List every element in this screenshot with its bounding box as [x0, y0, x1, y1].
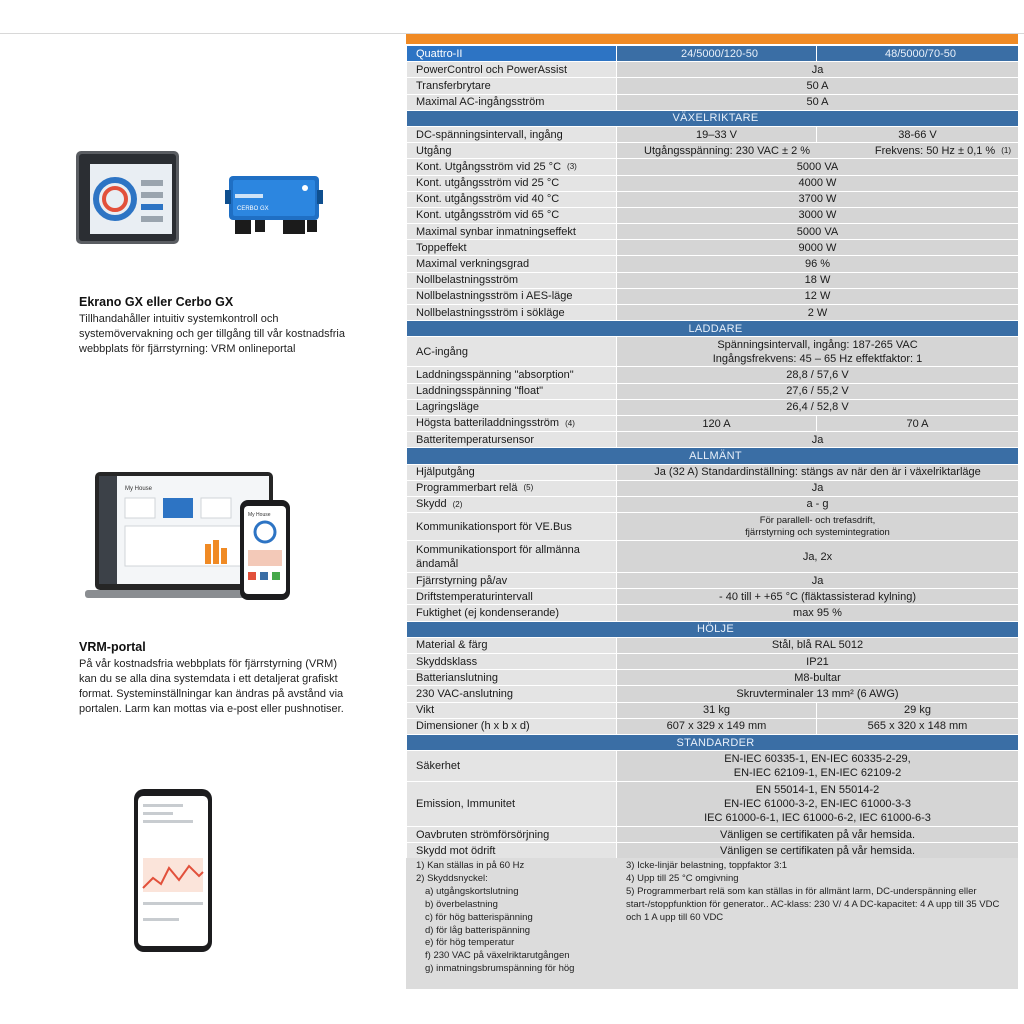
gx-title: Ekrano GX eller Cerbo GX	[79, 295, 234, 309]
row-value: 26,4 / 52,8 V	[617, 399, 1019, 415]
table-row	[407, 670, 1019, 686]
row-value	[617, 782, 1019, 827]
row-value-col2: 29 kg	[817, 702, 1019, 718]
vrm-laptop-phone-image	[85, 470, 295, 605]
row-value: 96 %	[617, 256, 1019, 272]
footnote-ref: (2)	[452, 499, 463, 509]
ekrano-gx-image	[75, 150, 180, 245]
output-frequency: Frekvens: 50 Hz ± 0,1 % (1)	[874, 144, 1011, 157]
row-value: Ja	[617, 480, 1019, 496]
row-value: Ja	[617, 573, 1019, 589]
row-value	[617, 751, 1019, 782]
emission-line2: EN-IEC 61000-3-2, EN-IEC 61000-3-3	[723, 798, 912, 811]
row-label: Nollbelastningsström	[407, 272, 617, 288]
table-row	[407, 513, 1019, 541]
table-row	[407, 637, 1019, 653]
row-label: AC-ingång	[407, 337, 617, 367]
row-label: Driftstemperaturintervall	[407, 589, 617, 605]
svg-text:My House: My House	[248, 512, 271, 518]
vrm-text: På vår kostnadsfria webbplats för fjärrstyrning (VRM) kan du se alla dina systemdata i ett detaljerat grafiskt format. Systeminställningar kan ändras på avstånd via portalen. Larm kan mottas via e-post eller pushnotiser.	[79, 658, 344, 715]
row-value: 50 A	[617, 94, 1019, 110]
table-row	[407, 654, 1019, 670]
table-row	[407, 78, 1019, 94]
row-label: Maximal synbar inmatningseffekt	[407, 224, 617, 240]
table-row	[407, 126, 1019, 142]
row-label: Högsta batteriladdningsström (4)	[407, 415, 617, 431]
footnote-ref: (3)	[567, 161, 577, 171]
row-label: Nollbelastningsström i AES-läge	[407, 288, 617, 304]
row-label: Transferbrytare	[407, 78, 617, 94]
ac-in-line2: Ingångsfrekvens: 45 – 65 Hz effektfaktor: 1	[712, 352, 923, 365]
gx-description	[79, 295, 349, 357]
table-header-row	[407, 46, 1019, 62]
row-label: Vikt	[407, 702, 617, 718]
row-value-col1: 31 kg	[617, 702, 817, 718]
row-value: Ja	[617, 62, 1019, 78]
row-label: Oavbruten strömförsörjning	[407, 827, 617, 843]
row-label: Material & färg	[407, 637, 617, 653]
footnote-item: 3) Icke-linjär belastning, toppfaktor 3:1	[626, 860, 788, 871]
table-row	[407, 605, 1019, 621]
table-row	[407, 843, 1019, 859]
table-row	[407, 432, 1019, 448]
vrm-title: VRM-portal	[79, 640, 146, 654]
table-row	[407, 207, 1019, 223]
ac-in-line1: Spänningsintervall, ingång: 187-265 VAC	[717, 338, 918, 351]
footnote-item: d) för låg batterispänning	[425, 924, 531, 936]
table-row	[407, 62, 1019, 78]
table-row	[407, 399, 1019, 415]
row-value: 5000 VA	[617, 159, 1019, 175]
table-row	[407, 686, 1019, 702]
cerbo-gx-image	[225, 170, 323, 238]
row-value-col2: 70 A	[817, 415, 1019, 431]
row-label: DC-spänningsintervall, ingång	[407, 126, 617, 142]
footnote-ref: (4)	[565, 418, 575, 428]
row-label: PowerControl och PowerAssist	[407, 62, 617, 78]
footnote-item: 4) Upp till 25 °C omgivning	[626, 872, 739, 884]
row-value: Vänligen se certifikaten på vår hemsida.	[617, 827, 1019, 843]
table-row	[407, 224, 1019, 240]
row-value: Vänligen se certifikaten på vår hemsida.	[617, 843, 1019, 859]
footnote-item: g) inmatningsbrumspänning för hög	[425, 963, 575, 975]
svg-text:My House: My House	[125, 486, 153, 492]
table-row	[407, 718, 1019, 734]
footnote-item: a) utgångskortslutning	[425, 885, 519, 897]
row-value-col2: 565 x 320 x 148 mm	[817, 718, 1019, 734]
row-value: 27,6 / 55,2 V	[617, 383, 1019, 399]
svg-text:CERBO GX: CERBO GX	[237, 206, 269, 212]
vebus-line2: fjärrstyrning och systemintegration	[745, 526, 890, 538]
row-label: Programmerbart relä (5)	[407, 480, 617, 496]
row-label: Batterianslutning	[407, 670, 617, 686]
table-row	[407, 589, 1019, 605]
table-row	[407, 541, 1019, 573]
footnote-item: f) 230 VAC på växelriktarutgången	[425, 950, 570, 962]
row-label: Kont. utgångsström vid 65 °C	[407, 207, 617, 223]
table-row	[407, 573, 1019, 589]
row-value: 4000 W	[617, 175, 1019, 191]
row-value: 9000 W	[617, 240, 1019, 256]
row-value: 3000 W	[617, 207, 1019, 223]
model-col2: 48/5000/70-50	[817, 46, 1019, 62]
row-label: Utgång	[407, 143, 617, 159]
row-label: Dimensioner (h x b x d)	[407, 718, 617, 734]
table-row	[407, 256, 1019, 272]
footnote-ref: (1)	[1001, 145, 1011, 155]
footnotes-col1	[416, 860, 616, 976]
row-value: Skruvterminaler 13 mm² (6 AWG)	[617, 686, 1019, 702]
row-label: Kont. utgångsström vid 40 °C	[407, 191, 617, 207]
table-row	[407, 496, 1019, 512]
row-value: Stål, blå RAL 5012	[617, 637, 1019, 653]
table-row	[407, 94, 1019, 110]
table-row	[407, 175, 1019, 191]
table-row	[407, 827, 1019, 843]
row-label: Skydd mot ödrift	[407, 843, 617, 859]
row-label: Hjälputgång	[407, 464, 617, 480]
row-label: Batteritemperatursensor	[407, 432, 617, 448]
table-row	[407, 702, 1019, 718]
table-row	[407, 480, 1019, 496]
row-label: Emission, Immunitet	[407, 782, 617, 827]
row-value	[617, 337, 1019, 367]
row-value: 28,8 / 57,6 V	[617, 367, 1019, 383]
row-value: a - g	[617, 496, 1019, 512]
row-label: Kommunikationsport för allmänna ändamål	[407, 541, 617, 573]
row-label: 230 VAC-anslutning	[407, 686, 617, 702]
row-label: Maximal AC-ingångsström	[407, 94, 617, 110]
row-value: M8-bultar	[617, 670, 1019, 686]
footnote-item: 1) Kan ställas in på 60 Hz	[416, 860, 525, 871]
row-value: 50 A	[617, 78, 1019, 94]
row-label: Kont. Utgångsström vid 25 °C (3)	[407, 159, 617, 175]
emission-line3: IEC 61000-6-1, IEC 61000-6-2, IEC 61000-6-3	[704, 812, 931, 825]
emission-line1: EN 55014-1, EN 55014-2	[755, 784, 880, 797]
table-row	[407, 143, 1019, 159]
row-label: Nollbelastningsström i sökläge	[407, 305, 617, 321]
row-value: IP21	[617, 654, 1019, 670]
section-header-charger: LADDARE	[407, 321, 1019, 337]
table-row	[407, 751, 1019, 782]
row-label: Laddningsspänning "float"	[407, 383, 617, 399]
table-row	[407, 288, 1019, 304]
row-label: Säkerhet	[407, 751, 617, 782]
row-value: Ja (32 A) Standardinställning: stängs av när den är i växelriktarläge	[617, 464, 1019, 480]
row-label: Skydd (2)	[407, 496, 617, 512]
row-value: 12 W	[617, 288, 1019, 304]
section-header-standards: STANDARDER	[407, 734, 1019, 750]
model-family-label: Quattro-II	[407, 46, 617, 62]
row-value: max 95 %	[617, 605, 1019, 621]
table-row	[407, 464, 1019, 480]
model-col1: 24/5000/120-50	[617, 46, 817, 62]
row-value: 18 W	[617, 272, 1019, 288]
footnotes-col2	[626, 860, 1010, 925]
table-row	[407, 272, 1019, 288]
safety-line1: EN-IEC 60335-1, EN-IEC 60335-2-29,	[724, 753, 911, 766]
safety-line2: EN-IEC 62109-1, EN-IEC 62109-2	[733, 767, 902, 780]
gx-text: Tillhandahåller intuitiv systemkontroll och systemövervakning och ger tillgång till vår kostnadsfria webbplats för fjärrstyrning: VRM onlineportal	[79, 313, 345, 355]
table-row	[407, 191, 1019, 207]
footnote-item: c) för hög batterispänning	[425, 911, 533, 923]
row-value: 3700 W	[617, 191, 1019, 207]
row-value: 5000 VA	[617, 224, 1019, 240]
row-label: Lagringsläge	[407, 399, 617, 415]
table-row	[407, 159, 1019, 175]
output-voltage: Utgångsspänning: 230 VAC ± 2 %	[644, 144, 811, 157]
row-value-col1: 120 A	[617, 415, 817, 431]
row-value-col2: 38-66 V	[817, 126, 1019, 142]
row-label: Kont. utgångsström vid 25 °C	[407, 175, 617, 191]
row-value: Ja	[617, 432, 1019, 448]
vrm-phone-image	[133, 788, 213, 953]
row-label: Skyddsklass	[407, 654, 617, 670]
table-row	[407, 305, 1019, 321]
row-label: Toppeffekt	[407, 240, 617, 256]
row-value: Ja, 2x	[617, 541, 1019, 573]
row-value-col1: 19–33 V	[617, 126, 817, 142]
table-row	[407, 415, 1019, 431]
section-header-inverter: VÄXELRIKTARE	[407, 110, 1019, 126]
footnotes	[406, 858, 1018, 989]
vrm-description	[79, 640, 349, 717]
accent-bar	[406, 34, 1018, 44]
row-value	[617, 513, 1019, 541]
footnote-item: b) överbelastning	[425, 898, 498, 910]
row-value: 2 W	[617, 305, 1019, 321]
section-header-enclosure: HÖLJE	[407, 621, 1019, 637]
footnote-item: 5) Programmerbart relä som kan ställas in för allmänt larm, DC-underspänning eller start-/stoppfunktion för generator.. AC-klass: 230 V/ 4 A DC-kapacitet: 4 A upp till 35 VDC och 1 A upp till 60 VDC	[626, 885, 1000, 923]
table-row	[407, 383, 1019, 399]
row-value-col1: 607 x 329 x 149 mm	[617, 718, 817, 734]
row-label: Laddningsspänning "absorption"	[407, 367, 617, 383]
row-value	[617, 143, 1019, 159]
row-value: - 40 till + +65 °C (fläktassisterad kylning)	[617, 589, 1019, 605]
footnote-ref: (5)	[523, 483, 534, 493]
table-row	[407, 240, 1019, 256]
vebus-line1: För parallell- och trefasdrift,	[759, 514, 876, 526]
section-header-general: ALLMÄNT	[407, 448, 1019, 464]
table-row	[407, 367, 1019, 383]
table-row	[407, 337, 1019, 367]
footnote-item: 2) Skyddsnyckel:	[416, 872, 488, 884]
row-label: Fjärrstyrning på/av	[407, 573, 617, 589]
spec-table	[406, 45, 1019, 860]
row-label: Maximal verkningsgrad	[407, 256, 617, 272]
row-label: Fuktighet (ej kondenserande)	[407, 605, 617, 621]
footnote-item: e) för hög temperatur	[425, 937, 515, 949]
row-label: Kommunikationsport för VE.Bus	[407, 513, 617, 541]
table-row	[407, 782, 1019, 827]
